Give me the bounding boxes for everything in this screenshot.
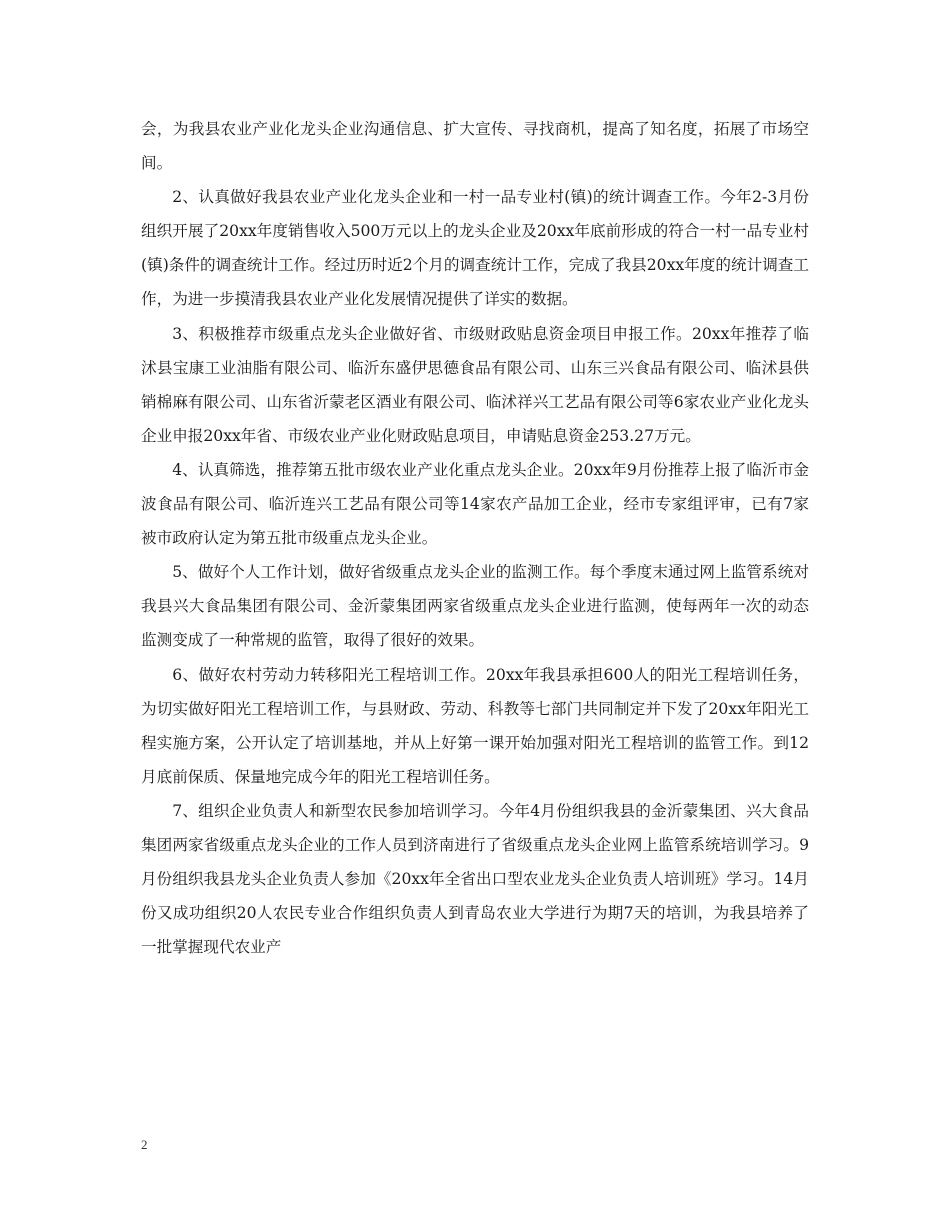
paragraph-item-5: 5、做好个人工作计划，做好省级重点龙头企业的监测工作。每个季度末通过网上监管系统对我县兴大食品集团有限公司、金沂蒙集团两家省级重点龙头企业进行监测，使每两年一次的动态监测变成了一种常规的监管，取得了很好的效果。 [141,563,809,650]
paragraph-item-4: 4、认真筛选，推荐第五批市级农业产业化重点龙头企业。20xx年9月份推荐上报了临沂市金波食品有限公司、临沂连兴工艺品有限公司等14家农产品加工企业，经市专家组评审，已有7家被市政府认定为第五批市级重点龙头企业。 [141,460,809,548]
paragraph-item-6: 6、做好农村劳动力转移阳光工程培训工作。20xx年我县承担600人的阳光工程培训任务，为切实做好阳光工程培训工作，与县财政、劳动、科教等七部门共同制定并下发了20xx年阳光工程实施方案，公开认定了培训基地，并从上好第一课开始加强对阳光工程培训的监管工作。到12月底前保质、保量地完成今年的阳光工程培训任务。 [141,665,809,786]
paragraph-item-2: 2、认真做好我县农业产业化龙头企业和一村一品专业村(镇)的统计调查工作。今年2-3月份组织开展了20xx年度销售收入500万元以上的龙头企业及20xx年底前形成的符合一村一品专业村(镇)条件的调查统计工作。经过历时近2个月的调查统计工作，完成了我县20xx年度的统计调查工作，为进一步摸清我县农业产业化发展情况提供了详实的数据。 [141,188,809,309]
document-body [141,112,809,964]
paragraph-continuation: 会，为我县农业产业化龙头企业沟通信息、扩大宣传、寻找商机，提高了知名度，拓展了市场空间。 [141,120,809,173]
paragraph-item-3: 3、积极推荐市级重点龙头企业做好省、市级财政贴息资金项目申报工作。20xx年推荐了临沭县宝康工业油脂有限公司、临沂东盛伊思德食品有限公司、山东三兴食品有限公司、临沭县供销棉麻有限公司、山东省沂蒙老区酒业有限公司、临沭祥兴工艺品有限公司等6家农业产业化龙头企业申报20xx年省、市级农业产业化财政贴息项目，申请贴息资金253.27万元。 [141,324,809,445]
page-number: 2 [141,1137,148,1152]
paragraph-item-7: 7、组织企业负责人和新型农民参加培训学习。今年4月份组织我县的金沂蒙集团、兴大食品集团两家省级重点龙头企业的工作人员到济南进行了省级重点龙头企业网上监管系统培训学习。9月份组织我县龙头企业负责人参加《20xx年全省出口型农业龙头企业负责人培训班》学习。14月份又成功组织20人农民专业合作组织负责人到青岛农业大学进行为期7天的培训，为我县培养了一批掌握现代农业产 [141,801,809,957]
